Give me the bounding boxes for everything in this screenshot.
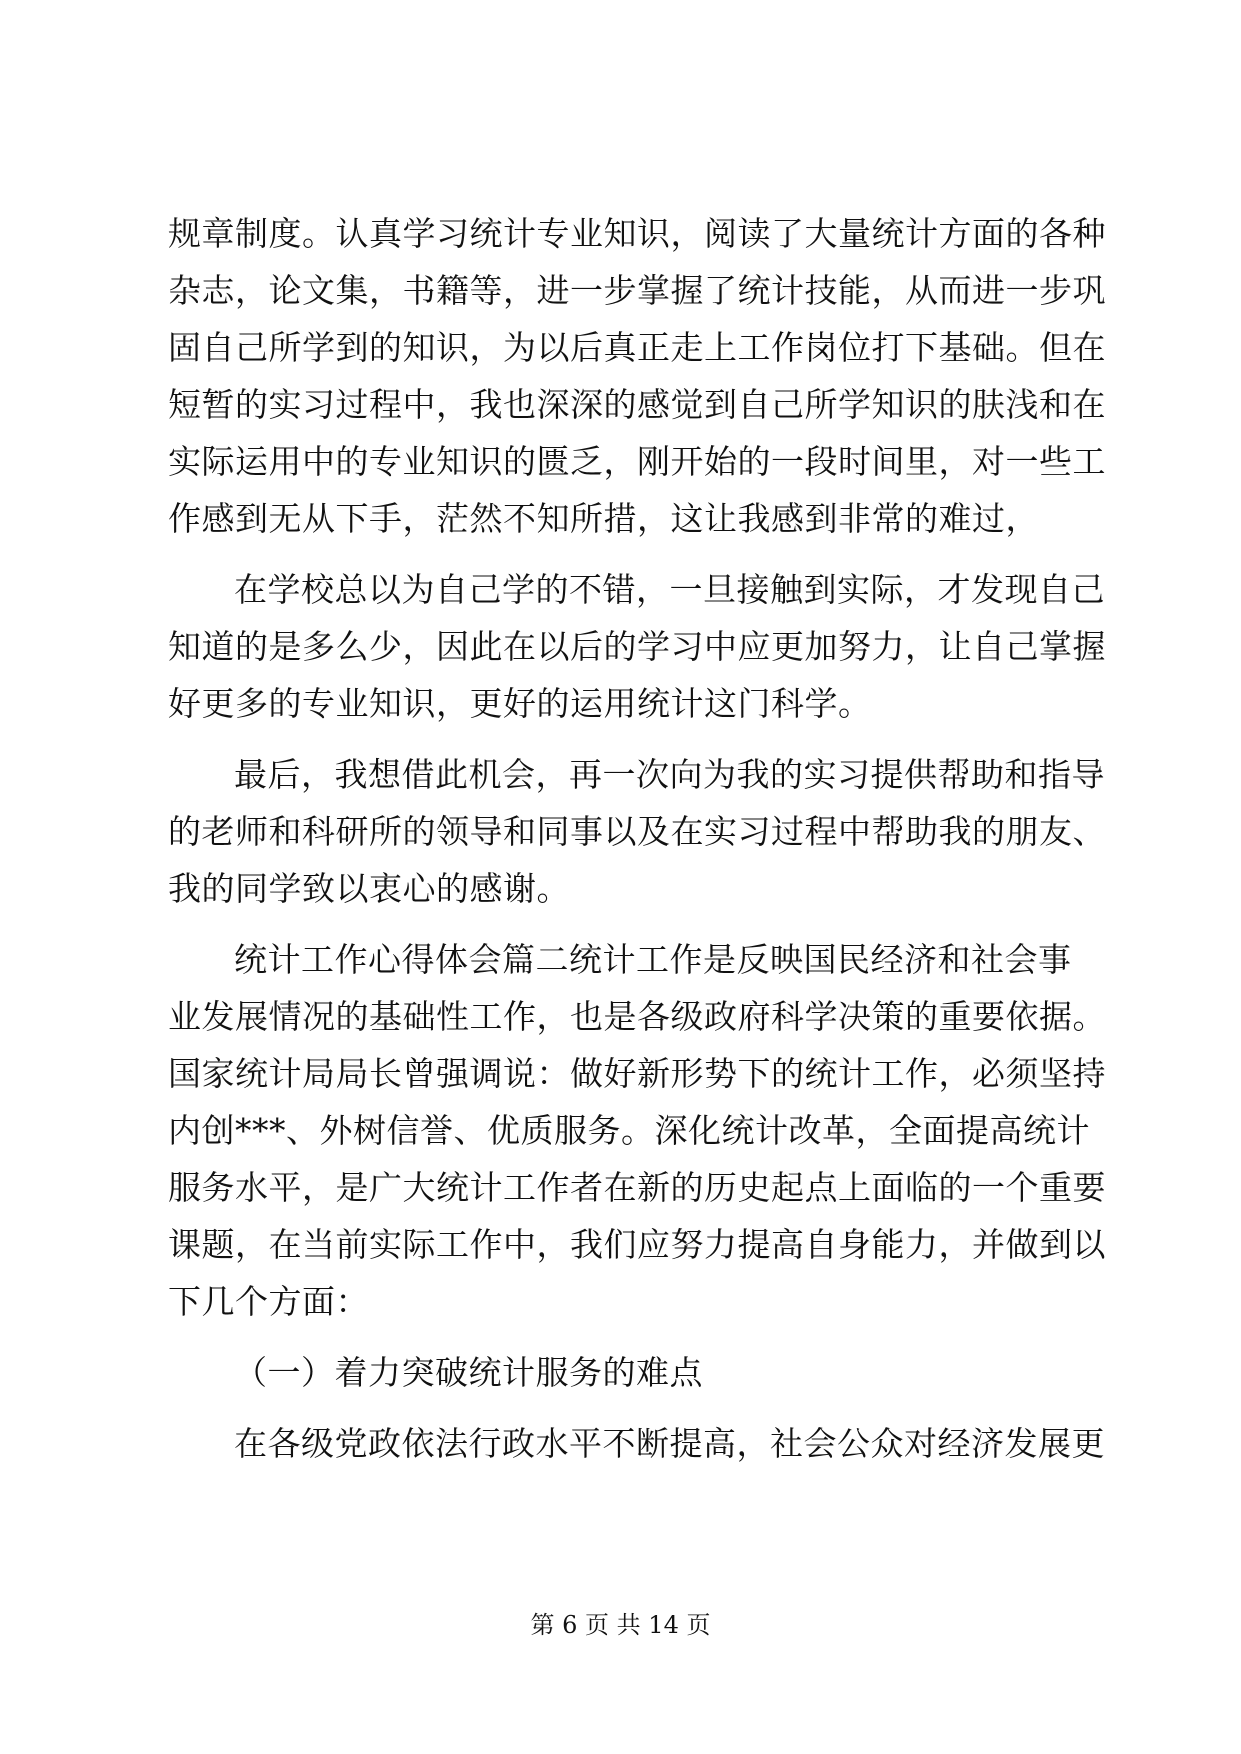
paragraph-start-line: 最后，我想借此机会，再一次向为我的实习提供帮助和指导 bbox=[234, 755, 1105, 794]
paragraph-start-line: 统计工作心得体会篇二统计工作是反映国民经济和社会事 bbox=[234, 940, 1072, 979]
text-line-11: 的老师和科研所的领导和同事以及在实习过程中帮助我的朋友、 bbox=[168, 812, 1106, 851]
text-line-14: 业发展情况的基础性工作，也是各级政府科学决策的重要依据。 bbox=[168, 997, 1106, 1036]
text-line-18: 课题，在当前实际工作中，我们应努力提高自身能力，并做到以 bbox=[168, 1225, 1106, 1264]
text-line-2: 杂志，论文集，书籍等，进一步掌握了统计技能，从而进一步巩 bbox=[168, 271, 1106, 310]
paragraph-start-line: 在各级党政依法行政水平不断提高，社会公众对经济发展更 bbox=[234, 1424, 1105, 1463]
section-heading: （一）着力突破统计服务的难点 bbox=[234, 1353, 703, 1392]
page-number-footer: 第 6 页 共 14 页 bbox=[530, 1611, 711, 1639]
text-line-6: 作感到无从下手，茫然不知所措，这让我感到非常的难过， bbox=[168, 499, 1039, 538]
text-line-3: 固自己所学到的知识，为以后真正走上工作岗位打下基础。但在 bbox=[168, 328, 1106, 367]
text-line-4: 短暂的实习过程中，我也深深的感觉到自己所学知识的肤浅和在 bbox=[168, 385, 1106, 424]
text-line-16: 内创***、外树信誉、优质服务。深化统计改革，全面提高统计 bbox=[168, 1111, 1090, 1150]
text-line-17: 服务水平，是广大统计工作者在新的历史起点上面临的一个重要 bbox=[168, 1168, 1106, 1207]
text-line-1: 规章制度。认真学习统计专业知识，阅读了大量统计方面的各种 bbox=[168, 214, 1106, 253]
paragraph-start-line: 在学校总以为自己学的不错，一旦接触到实际，才发现自己 bbox=[234, 570, 1105, 609]
text-line-15: 国家统计局局长曾强调说：做好新形势下的统计工作，必须坚持 bbox=[168, 1054, 1106, 1093]
text-line-5: 实际运用中的专业知识的匮乏，刚开始的一段时间里，对一些工 bbox=[168, 442, 1106, 481]
text-line-19: 下几个方面： bbox=[168, 1282, 369, 1321]
text-line-8: 知道的是多么少，因此在以后的学习中应更加努力，让自己掌握 bbox=[168, 627, 1106, 666]
text-line-12: 我的同学致以衷心的感谢。 bbox=[168, 869, 570, 908]
text-line-9: 好更多的专业知识，更好的运用统计这门科学。 bbox=[168, 684, 872, 723]
